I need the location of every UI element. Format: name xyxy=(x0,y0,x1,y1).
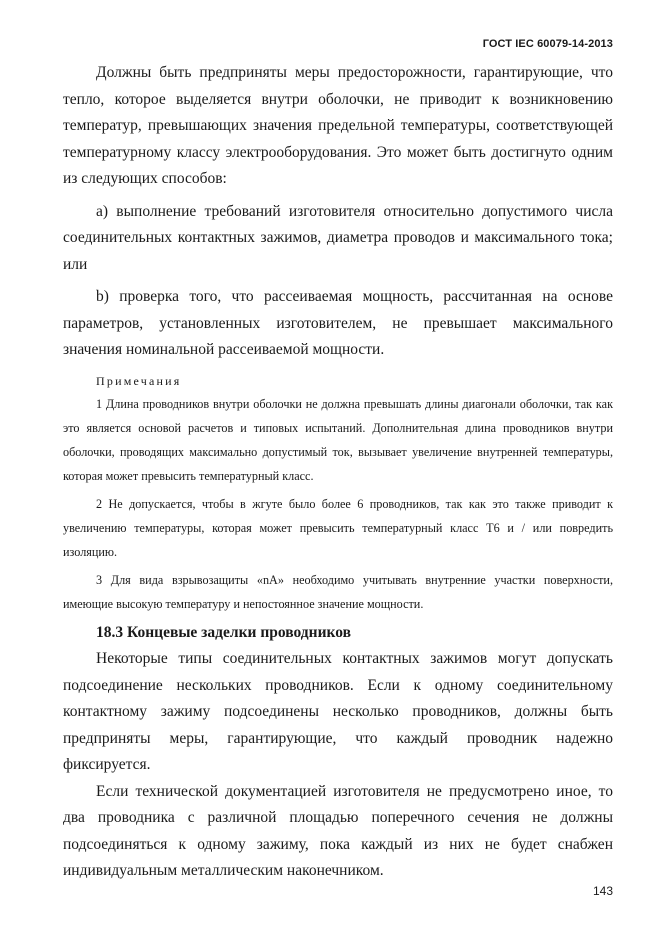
page-number: 143 xyxy=(592,884,613,898)
standard-header: ГОСТ IEC 60079-14-2013 xyxy=(482,38,613,50)
note-2: 2 Не допускается, чтобы в жгуте было более 6 проводников, так как это также приводит к увеличению температуры, которая может превысить температурный класс Т6 и / или повредить изоляцию. xyxy=(63,496,613,560)
note-3: 3 Для вида взрывозащиты «nA» необходимо учитывать внутренние участки поверхности, имеющие высокую температуру и непостоянное значение мощности. xyxy=(63,572,613,611)
item-a-paragraph: a) выполнение требований изготовителя относительно допустимого числа соединительных контактных зажимов, диаметра проводов и максимального тока; или xyxy=(63,202,613,273)
section-paragraph-2: Если технической документацией изготовителя не предусмотрено иное, то два проводника с различной площадью поперечного сечения не должны подсоединяться к одному зажиму, пока каждый из них не будет снабжен индивидуальным металлическим наконечником. xyxy=(63,782,613,880)
notes-heading: Примечания xyxy=(96,373,182,388)
item-b-paragraph: b) проверка того, что рассеиваемая мощность, рассчитанная на основе параметров, установленных изготовителем, не превышает максимального значения номинальной рассеиваемой мощности. xyxy=(63,288,613,358)
page-body xyxy=(63,60,613,885)
section-heading: 18.3 Концевые заделки проводников xyxy=(96,624,351,642)
note-1: 1 Длина проводников внутри оболочки не должна превышать длины диагонали оболочки, так как это является основой расчетов и типовых испытаний. Дополнительная длина проводников внутри оболочки, проводящих максимально допустимый ток, вызывает увеличение внутренней температуры, которая может превысить температурный класс. xyxy=(63,396,613,484)
section-paragraph-1: Некоторые типы соединительных контактных зажимов могут допускать подсоединение нескольких проводников. Если к одному соединительному контактному зажиму подсоединены несколько проводников, должны быть предприняты меры, гарантирующие, что каждый проводник надежно фиксируется. xyxy=(63,650,613,774)
intro-paragraph: Должны быть предприняты меры предосторожности, гарантирующие, что тепло, которое выделяется внутри оболочки, не приводит к возникновению температур, превышающих значения предельной температуры, соответствующей температурному классу электрооборудования. Это может быть достигнуто одним из следующих способов: xyxy=(63,64,613,187)
